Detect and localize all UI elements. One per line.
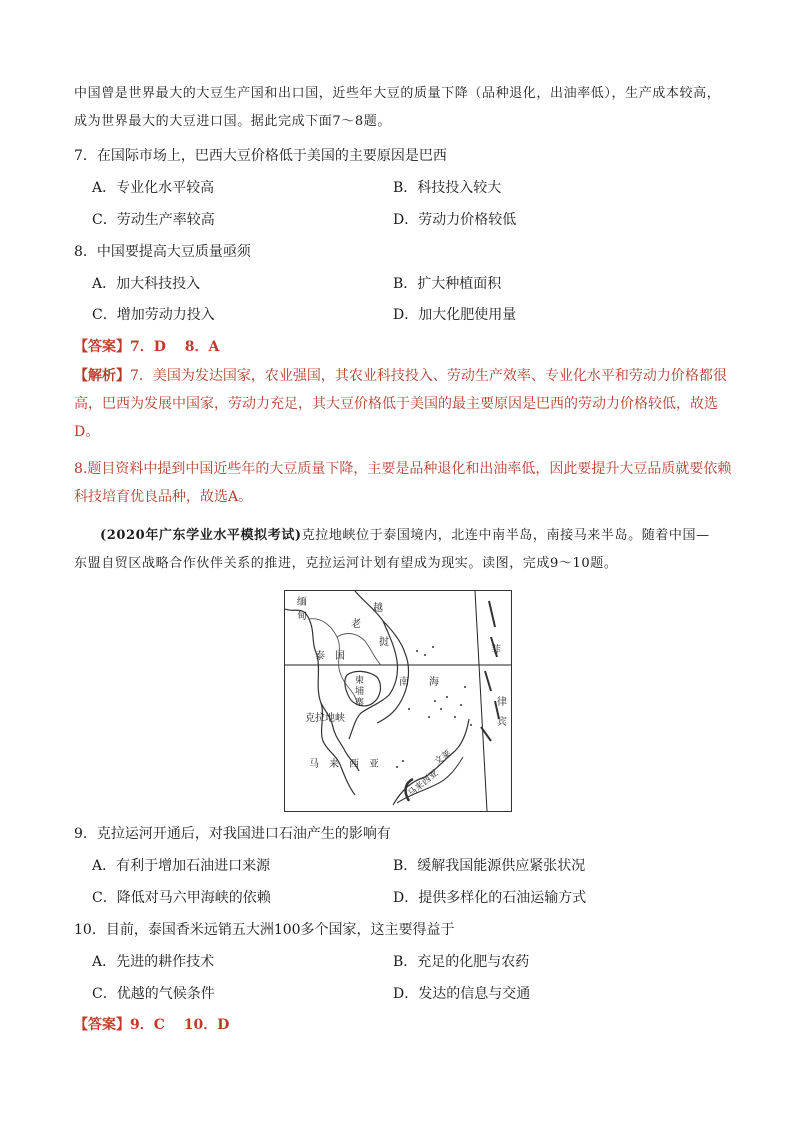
analysis-line: 高，巴西为发展中国家，劳动力充足，其大豆价格低于美国的最主要原因是巴西的劳动力价格较低，故选 [74,396,718,412]
q10-option-d[interactable]: D．发达的信息与交通 [393,986,531,1002]
analysis-block [74,362,734,446]
intro-passage-1 [74,80,734,136]
map-label: 缅 [297,597,307,608]
answer-tag: 【答案】 [74,339,130,355]
question-7-stem: 7．在国际市场上，巴西大豆价格低于美国的主要原因是巴西 [74,148,447,164]
analysis-line: 科技培育优良品种，故选A。 [74,489,253,505]
q8-option-b[interactable]: B．扩大种植面积 [393,276,502,292]
answer-tag: 【答案】 [74,1017,130,1033]
q10-option-b[interactable]: B．充足的化肥与农药 [393,954,530,970]
answer-value: 9．C 10．D [130,1017,230,1033]
map-label: 甸 [297,611,307,622]
q10-option-c[interactable]: C．优越的气候条件 [92,986,215,1002]
q7-option-a[interactable]: A．专业化水平较高 [92,180,215,196]
question-9-stem: 9．克拉运河开通后，对我国进口石油产生的影响有 [74,826,391,842]
analysis-line: 8.题目资料中提到中国近些年的大豆质量下降，主要是品种退化和出油率低，因此要提升大豆品质就要依赖 [74,461,732,477]
q9-option-a[interactable]: A．有利于增加石油进口来源 [92,858,271,874]
answer-value: 7．D 8．A [130,339,220,355]
answer-block-2 [74,1015,229,1035]
q8-option-c[interactable]: C．增加劳动力投入 [92,307,215,323]
q7-option-c[interactable]: C．劳动生产率较高 [92,212,215,228]
map-label: 泰 国 [315,651,345,662]
intro-line: (2020年广东学业水平模拟考试)克拉地峡位于泰国境内，北连中南半岛，南接马来半岛。随着中国— [100,528,710,543]
question-8-stem: 8．中国要提高大豆质量亟须 [74,244,251,260]
analysis-line: 【解析】7．美国为发达国家，农业强国，其农业科技投入、劳动生产效率、专业化水平和劳动力价格都很 [74,368,727,384]
map-label: 柬 [355,676,365,686]
map-label: 寨 [355,698,365,708]
intro-passage-2 [74,522,734,578]
map-label: 文莱 [432,748,454,768]
map-label: 老 [351,619,361,630]
map-label: 马 来 西 亚 [309,759,379,770]
source-label: (2020年广东学业水平模拟考试) [100,528,302,543]
q8-option-a[interactable]: A．加大科技投入 [92,276,201,292]
kra-isthmus-map [284,590,512,812]
analysis-tag: 【解析】 [74,368,130,384]
map-label: 克拉地峡 [305,713,345,724]
map-label: 马来西亚 [406,768,441,800]
map-label: 菲 [491,645,501,656]
analysis-block-8 [74,455,734,511]
longitude-line [475,591,487,811]
q9-option-b[interactable]: B．缓解我国能源供应紧张状况 [393,858,586,874]
q10-option-a[interactable]: A．先进的耕作技术 [92,954,215,970]
question-10-stem: 10．目前，泰国香米远销五大洲100多个国家，这主要得益于 [74,922,455,938]
map-label: 埔 [355,687,365,697]
intro-line: 中国曾是世界最大的大豆生产国和出口国，近些年大豆的质量下降（品种退化，出油率低），生产成本较高， [74,86,721,101]
map-label: 宾 [497,717,507,728]
map-svg [285,591,511,811]
map-label: 越 [373,603,383,614]
map-label: 挝 [379,637,389,648]
q9-option-c[interactable]: C．降低对马六甲海峡的依赖 [92,890,271,906]
sea-islands [396,646,472,768]
q7-option-b[interactable]: B．科技投入较大 [393,180,502,196]
intro-line: 成为世界最大的大豆进口国。据此完成下面7～8题。 [74,114,391,129]
map-label: 律 [497,697,507,708]
q8-option-d[interactable]: D．加大化肥使用量 [393,307,517,323]
map-label: 南 海 [399,677,439,688]
q9-option-d[interactable]: D．提供多样化的石油运输方式 [393,890,587,906]
intro-line: 东盟自贸区战略合作伙伴关系的推进，克拉运河计划有望成为现实。读图，完成9～10题。 [74,556,618,571]
answer-block-1 [74,337,219,357]
q7-option-d[interactable]: D．劳动力价格较低 [393,212,517,228]
analysis-line: D。 [74,424,100,440]
